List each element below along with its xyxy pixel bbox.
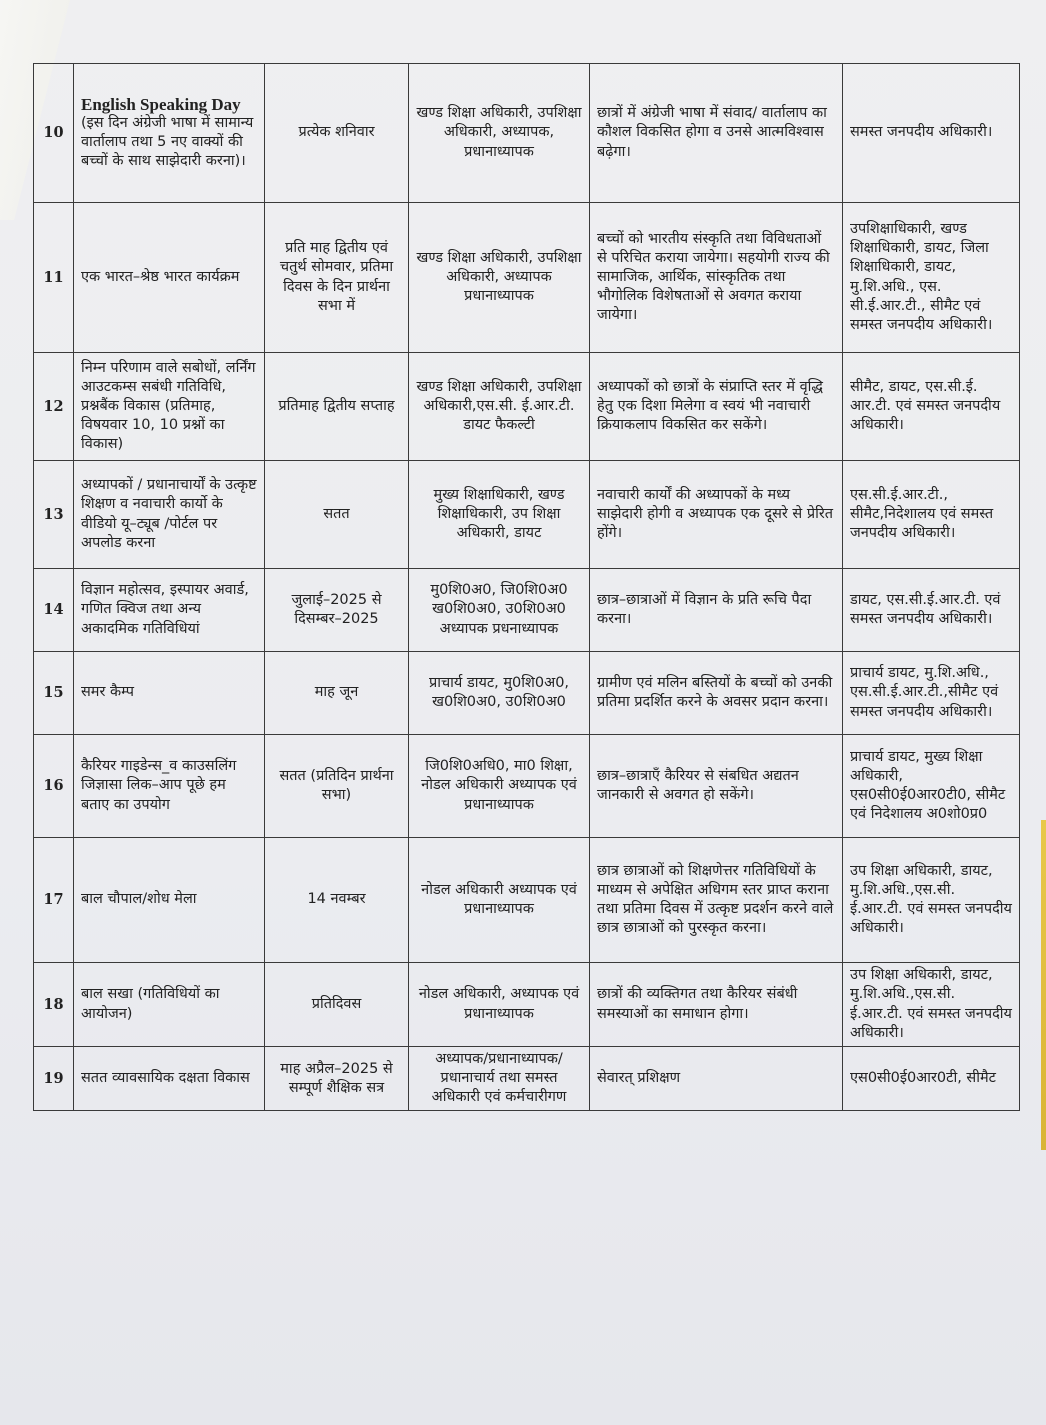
activity-cell: अध्यापकों / प्रधानाचार्यों के उत्कृष्ट शिक्षण व नवाचारी कार्यो के वीडियो यू–ट्यूब /पोर्टल पर अपलोड करना bbox=[74, 461, 265, 569]
outcome-cell: बच्चों को भारतीय संस्कृति तथा विविधताओं से परिचित कराया जायेगा। सहयोगी राज्य की सामाजिक, आर्थिक, सांस्कृतिक तथा भौगोलिक विशेषताओं से अवगत कराया जायेगा। bbox=[590, 203, 843, 353]
table-row bbox=[34, 461, 1020, 569]
time-cell: प्रत्येक शनिवार bbox=[265, 64, 409, 203]
responsible-cell: मु0शि0अ0, जि0शि0अ0 ख0शि0अ0, उ0शि0अ0 अध्यापक प्रधनाध्यापक bbox=[409, 569, 590, 652]
time-cell: जुलाई–2025 से दिसम्बर–2025 bbox=[265, 569, 409, 652]
row-number: 12 bbox=[34, 353, 74, 461]
responsible-cell: नोडल अधिकारी अध्यापक एवं प्रधानाध्यापक bbox=[409, 838, 590, 963]
row-number: 14 bbox=[34, 569, 74, 652]
activity-cell bbox=[74, 64, 265, 203]
outcome-cell: छात्र–छात्राओं में विज्ञान के प्रति रूचि पैदा करना। bbox=[590, 569, 843, 652]
activity-table bbox=[33, 63, 1020, 1111]
time-cell: प्रतिमाह द्वितीय सप्ताह bbox=[265, 353, 409, 461]
outcome-cell: अध्यापकों को छात्रों के संप्राप्ति स्तर में वृद्धि हेतु एक दिशा मिलेगा व स्वयं भी नवाचारी क्रियाकलाप विकसित कर सकेंगे। bbox=[590, 353, 843, 461]
row-number: 17 bbox=[34, 838, 74, 963]
outcome-cell: छात्रों में अंग्रेजी भाषा में संवाद/ वार्तालाप का कौशल विकसित होगा व उनसे आत्मविश्वास बढ़ेगा। bbox=[590, 64, 843, 203]
row-number: 10 bbox=[34, 64, 74, 203]
time-cell: प्रतिदिवस bbox=[265, 963, 409, 1047]
activity-cell: समर कैम्प bbox=[74, 652, 265, 735]
table-row bbox=[34, 735, 1020, 838]
responsible-cell: अध्यापक/प्रधानाध्यापक/ प्रधानाचार्य तथा समस्त अधिकारी एवं कर्मचारीगण bbox=[409, 1047, 590, 1111]
responsible-cell: खण्ड शिक्षा अधिकारी, उपशिक्षा अधिकारी, अध्यापक प्रधानाध्यापक bbox=[409, 203, 590, 353]
monitoring-cell: समस्त जनपदीय अधिकारी। bbox=[843, 64, 1020, 203]
monitoring-cell: उप शिक्षा अधिकारी, डायट, मु.शि.अधि.,एस.सी. ई.आर.टी. एवं समस्त जनपदीय अधिकारी। bbox=[843, 963, 1020, 1047]
responsible-cell: जि0शि0अधि0, मा0 शिक्षा, नोडल अधिकारी अध्यापक एवं प्रधानाध्यापक bbox=[409, 735, 590, 838]
table-row bbox=[34, 963, 1020, 1047]
responsible-cell: खण्ड शिक्षा अधिकारी, उपशिक्षा अधिकारी, अध्यापक, प्रधानाध्यापक bbox=[409, 64, 590, 203]
table-row bbox=[34, 1047, 1020, 1111]
table-row bbox=[34, 353, 1020, 461]
activity-cell: कैरियर गाइडेन्स_व काउसलिंग जिज्ञासा लिक–आप पूछे हम बताए का उपयोग bbox=[74, 735, 265, 838]
outcome-cell: नवाचारी कार्यों की अध्यापकों के मध्य साझेदारी होगी व अध्यापक एक दूसरे से प्रेरित होंगे। bbox=[590, 461, 843, 569]
row-number: 19 bbox=[34, 1047, 74, 1111]
activity-cell: एक भारत–श्रेष्ठ भारत कार्यक्रम bbox=[74, 203, 265, 353]
activity-title: English Speaking Day bbox=[81, 94, 241, 114]
responsible-cell: प्राचार्य डायट, मु0शि0अ0, ख0शि0अ0, उ0शि0अ0 bbox=[409, 652, 590, 735]
time-cell: माह अप्रैल–2025 से सम्पूर्ण शैक्षिक सत्र bbox=[265, 1047, 409, 1111]
monitoring-cell: एस0सी0ई0आर0टी, सीमैट bbox=[843, 1047, 1020, 1111]
row-number: 15 bbox=[34, 652, 74, 735]
table-row bbox=[34, 203, 1020, 353]
activity-cell: बाल सखा (गतिविधियों का आयोजन) bbox=[74, 963, 265, 1047]
time-cell: माह जून bbox=[265, 652, 409, 735]
row-number: 13 bbox=[34, 461, 74, 569]
outcome-cell: छात्रों की व्यक्तिगत तथा कैरियर संबंधी समस्याओं का समाधान होगा। bbox=[590, 963, 843, 1047]
responsible-cell: मुख्य शिक्षाधिकारी, खण्ड शिक्षाधिकारी, उप शिक्षा अधिकारी, डायट bbox=[409, 461, 590, 569]
outcome-cell: ग्रामीण एवं मलिन बस्तियों के बच्चों को उनकी प्रतिमा प्रदर्शित करने के अवसर प्रदान करना। bbox=[590, 652, 843, 735]
monitoring-cell: प्राचार्य डायट, मु.शि.अधि., एस.सी.ई.आर.टी.,सीमैट एवं समस्त जनपदीय अधिकारी। bbox=[843, 652, 1020, 735]
monitoring-cell: उपशिक्षाधिकारी, खण्ड शिक्षाधिकारी, डायट, जिला शिक्षाधिकारी, डायट, मु.शि.अधि., एस. सी.ई.आर.टी., सीमैट एवं समस्त जनपदीय अधिकारी। bbox=[843, 203, 1020, 353]
time-cell: सतत bbox=[265, 461, 409, 569]
outcome-cell: छात्र छात्राओं को शिक्षणेत्तर गतिविधियों के माध्यम से अपेक्षित अधिगम स्तर प्राप्त कराना तथा प्रतिमा दिवस में उत्कृष्ट प्रदर्शन करने वाले छात्र छात्राओं को पुरस्कृत करना। bbox=[590, 838, 843, 963]
time-cell: प्रति माह द्वितीय एवं चतुर्थ सोमवार, प्रतिमा दिवस के दिन प्रार्थना सभा में bbox=[265, 203, 409, 353]
time-cell: सतत (प्रतिदिन प्रार्थना सभा) bbox=[265, 735, 409, 838]
activity-cell: सतत व्यावसायिक दक्षता विकास bbox=[74, 1047, 265, 1111]
table-row bbox=[34, 569, 1020, 652]
row-number: 11 bbox=[34, 203, 74, 353]
table-row bbox=[34, 838, 1020, 963]
monitoring-cell: सीमैट, डायट, एस.सी.ई. आर.टी. एवं समस्त जनपदीय अधिकारी। bbox=[843, 353, 1020, 461]
monitoring-cell: डायट, एस.सी.ई.आर.टी. एवं समस्त जनपदीय अधिकारी। bbox=[843, 569, 1020, 652]
row-number: 16 bbox=[34, 735, 74, 838]
outcome-cell: छात्र–छात्राएँ कैरियर से संबधित अद्यतन जानकारी से अवगत हो सकेंगे। bbox=[590, 735, 843, 838]
monitoring-cell: एस.सी.ई.आर.टी., सीमैट,निदेशालय एवं समस्त जनपदीय अधिकारी। bbox=[843, 461, 1020, 569]
time-cell: 14 नवम्बर bbox=[265, 838, 409, 963]
responsible-cell: नोडल अधिकारी, अध्यापक एवं प्रधानाध्यापक bbox=[409, 963, 590, 1047]
outcome-cell: सेवारत् प्रशिक्षण bbox=[590, 1047, 843, 1111]
adjacent-page-edge bbox=[1041, 820, 1046, 1150]
activity-description: (इस दिन अंग्रेजी भाषा में सामान्य वार्तालाप तथा 5 नए वाक्यों की बच्चों के साथ साझेदारी करना)। bbox=[81, 115, 254, 170]
activity-cell: विज्ञान महोत्सव, इस्पायर अवार्ड, गणित क्विज तथा अन्य अकादमिक गतिविधियां bbox=[74, 569, 265, 652]
monitoring-cell: उप शिक्षा अधिकारी, डायट, मु.शि.अधि.,एस.सी. ई.आर.टी. एवं समस्त जनपदीय अधिकारी। bbox=[843, 838, 1020, 963]
monitoring-cell: प्राचार्य डायट, मुख्य शिक्षा अधिकारी, एस0सी0ई0आर0टी0, सीमैट एवं निदेशालय अ0शो0प्र0 bbox=[843, 735, 1020, 838]
activity-cell: बाल चौपाल/शोध मेला bbox=[74, 838, 265, 963]
table-row bbox=[34, 64, 1020, 203]
responsible-cell: खण्ड शिक्षा अधिकारी, उपशिक्षा अधिकारी,एस.सी. ई.आर.टी. डायट फैकल्टी bbox=[409, 353, 590, 461]
row-number: 18 bbox=[34, 963, 74, 1047]
activity-cell: निम्न परिणाम वाले सबोधों, लर्निंग आउटकम्स सबंधी गतिविधि, प्रश्नबैंक विकास (प्रतिमाह, विषयवार 10, 10 प्रश्नों का विकास) bbox=[74, 353, 265, 461]
table-row bbox=[34, 652, 1020, 735]
